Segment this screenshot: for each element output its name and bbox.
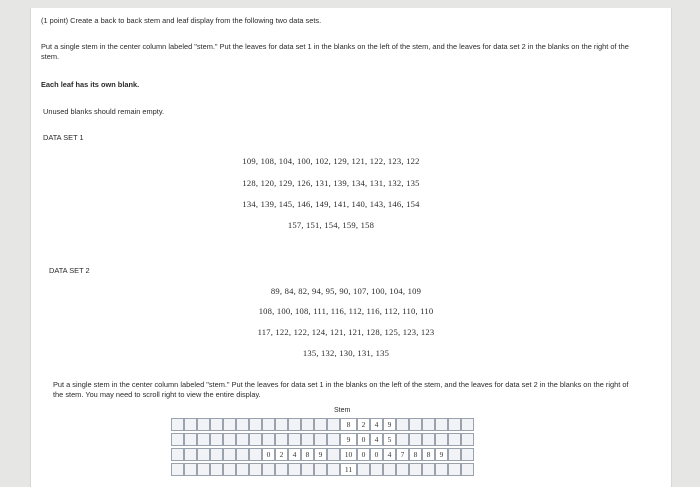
leaf-blank-right[interactable]	[448, 463, 461, 476]
leaf-blank-left[interactable]	[184, 418, 197, 431]
leaf-blank-right[interactable]	[396, 433, 409, 446]
leaf-blank-left[interactable]	[223, 448, 236, 461]
leaf-blank-right[interactable]	[461, 433, 474, 446]
leaf-blank-left[interactable]	[171, 418, 184, 431]
data-set-2-line-2: 108, 100, 108, 111, 116, 112, 116, 112, 110, 110	[258, 306, 434, 316]
leaf-blank-right[interactable]	[435, 433, 448, 446]
leaf-blank-right[interactable]: 0	[357, 448, 370, 461]
leaf-blank-right[interactable]	[383, 463, 396, 476]
leaf-blank-left[interactable]	[223, 418, 236, 431]
leaf-blank-left[interactable]	[249, 418, 262, 431]
leaf-blank-right[interactable]	[409, 463, 422, 476]
stem-blank[interactable]: 9	[340, 433, 357, 446]
leaf-blank-left[interactable]: 8	[301, 448, 314, 461]
leaf-blank-left[interactable]	[210, 463, 223, 476]
leaf-blank-left[interactable]	[288, 433, 301, 446]
leaf-blank-left[interactable]	[184, 463, 197, 476]
data-set-1-label: DATA SET 1	[43, 133, 84, 142]
leaf-blank-left[interactable]	[171, 463, 184, 476]
leaf-blank-left[interactable]	[171, 448, 184, 461]
question-panel	[30, 8, 672, 487]
leaf-blank-right[interactable]: 4	[370, 418, 383, 431]
leaf-blank-right[interactable]	[435, 463, 448, 476]
stem-blank[interactable]: 10	[340, 448, 357, 461]
leaf-blank-left[interactable]	[223, 463, 236, 476]
rule-each-leaf: Each leaf has its own blank.	[41, 80, 140, 89]
stem-blank[interactable]: 11	[340, 463, 357, 476]
leaf-blank-right[interactable]: 8	[422, 448, 435, 461]
leaf-blank-left[interactable]	[301, 433, 314, 446]
rule-unused-blanks: Unused blanks should remain empty.	[43, 107, 165, 116]
stem-blank[interactable]: 8	[340, 418, 357, 431]
leaf-blank-right[interactable]	[396, 418, 409, 431]
leaf-blank-right[interactable]: 9	[435, 448, 448, 461]
leaf-blank-right[interactable]: 9	[383, 418, 396, 431]
data-set-2-line-3: 117, 122, 122, 124, 121, 121, 128, 125, 123, 123	[257, 327, 435, 337]
leaf-blank-left[interactable]	[197, 463, 210, 476]
leaf-blank-left[interactable]	[249, 448, 262, 461]
leaf-blank-left[interactable]	[327, 433, 340, 446]
data-set-2-label: DATA SET 2	[49, 266, 90, 275]
leaf-blank-right[interactable]: 5	[383, 433, 396, 446]
leaf-blank-right[interactable]	[461, 448, 474, 461]
leaf-blank-left[interactable]	[210, 448, 223, 461]
leaf-blank-left[interactable]: 9	[314, 448, 327, 461]
leaf-blank-right[interactable]	[422, 463, 435, 476]
data-set-1-line-3: 134, 139, 145, 146, 149, 141, 140, 143, 146, 154	[242, 199, 420, 209]
leaf-blank-right[interactable]	[409, 433, 422, 446]
leaf-blank-left[interactable]	[197, 418, 210, 431]
leaf-blank-left[interactable]: 4	[288, 448, 301, 461]
question-header: (1 point) Create a back to back stem and leaf display from the following two data sets.	[41, 16, 322, 25]
data-set-1-line-2: 128, 120, 129, 126, 131, 139, 134, 131, 132, 135	[242, 178, 420, 188]
leaf-blank-left[interactable]	[288, 463, 301, 476]
leaf-blank-left[interactable]	[314, 433, 327, 446]
leaf-blank-right[interactable]: 7	[396, 448, 409, 461]
leaf-blank-right[interactable]	[448, 448, 461, 461]
leaf-blank-left[interactable]	[184, 448, 197, 461]
leaf-blank-left[interactable]	[327, 448, 340, 461]
instruction-text: Put a single stem in the center column labeled "stem." Put the leaves for data set 1 in the blanks on the left of the stem, and the leaves for data set 2 in the blanks on the right of the stem.	[41, 42, 629, 61]
leaf-blank-right[interactable]	[409, 418, 422, 431]
leaf-blank-right[interactable]: 2	[357, 418, 370, 431]
leaf-blank-left[interactable]	[236, 448, 249, 461]
leaf-blank-left[interactable]	[327, 463, 340, 476]
leaf-blank-left[interactable]	[275, 418, 288, 431]
leaf-blank-left[interactable]	[275, 433, 288, 446]
leaf-blank-right[interactable]	[448, 418, 461, 431]
leaf-blank-left[interactable]	[223, 433, 236, 446]
leaf-blank-left[interactable]	[236, 433, 249, 446]
leaf-blank-left[interactable]	[197, 433, 210, 446]
leaf-blank-right[interactable]	[422, 433, 435, 446]
leaf-blank-left[interactable]: 0	[262, 448, 275, 461]
leaf-blank-left[interactable]	[288, 418, 301, 431]
leaf-blank-left[interactable]: 2	[275, 448, 288, 461]
instruction-text-2: Put a single stem in the center column labeled "stem." Put the leaves for data set 1 in the blanks on the left of the stem, and the leaves for data set 2 in the blanks on the right of the stem. You may need to scroll right to view the entire display.	[53, 380, 629, 399]
leaf-blank-left[interactable]	[301, 418, 314, 431]
leaf-blank-right[interactable]	[396, 463, 409, 476]
leaf-blank-left[interactable]	[327, 418, 340, 431]
leaf-blank-right[interactable]	[370, 463, 383, 476]
leaf-blank-right[interactable]	[435, 418, 448, 431]
data-set-1-line-4: 157, 151, 154, 159, 158	[287, 220, 375, 230]
data-set-1-line-1: 109, 108, 104, 100, 102, 129, 121, 122, 123, 122	[242, 156, 420, 166]
leaf-blank-left[interactable]	[262, 463, 275, 476]
leaf-blank-left[interactable]	[249, 433, 262, 446]
leaf-blank-left[interactable]	[249, 463, 262, 476]
leaf-blank-left[interactable]	[275, 463, 288, 476]
leaf-blank-right[interactable]	[448, 433, 461, 446]
leaf-blank-left[interactable]	[262, 433, 275, 446]
leaf-blank-right[interactable]	[357, 463, 370, 476]
leaf-blank-right[interactable]: 4	[383, 448, 396, 461]
leaf-blank-right[interactable]: 0	[357, 433, 370, 446]
leaf-blank-left[interactable]	[210, 418, 223, 431]
leaf-blank-left[interactable]	[171, 433, 184, 446]
leaf-blank-right[interactable]	[422, 418, 435, 431]
leaf-blank-left[interactable]	[184, 433, 197, 446]
leaf-blank-right[interactable]: 0	[370, 448, 383, 461]
leaf-blank-right[interactable]: 8	[409, 448, 422, 461]
leaf-blank-left[interactable]	[314, 463, 327, 476]
stem-leaf-table	[171, 406, 511, 487]
leaf-blank-left[interactable]	[197, 448, 210, 461]
leaf-blank-left[interactable]	[314, 418, 327, 431]
data-set-2-line-1: 89, 84, 82, 94, 95, 90, 107, 100, 104, 109	[270, 286, 422, 296]
stem-column-header: Stem	[334, 407, 351, 414]
leaf-blank-left[interactable]	[262, 418, 275, 431]
leaf-blank-left[interactable]	[236, 463, 249, 476]
leaf-blank-left[interactable]	[210, 433, 223, 446]
leaf-blank-right[interactable]: 4	[370, 433, 383, 446]
data-set-2-line-4: 135, 132, 130, 131, 135	[302, 348, 390, 358]
leaf-blank-left[interactable]	[301, 463, 314, 476]
leaf-blank-right[interactable]	[461, 418, 474, 431]
leaf-blank-left[interactable]	[236, 418, 249, 431]
leaf-blank-right[interactable]	[461, 463, 474, 476]
